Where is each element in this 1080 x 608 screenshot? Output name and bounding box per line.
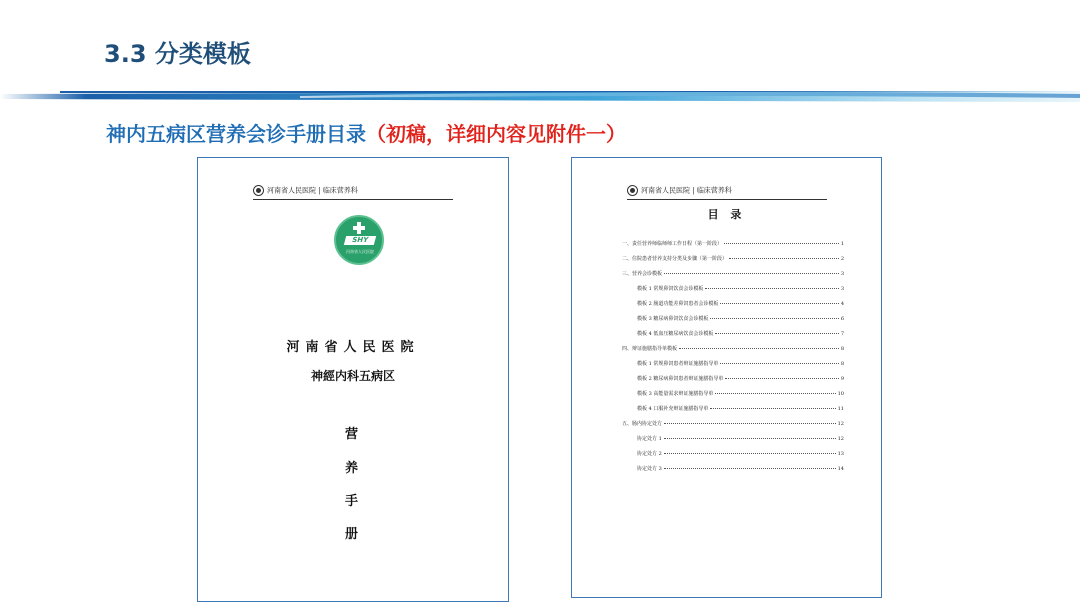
header-org: 河南省人民医院 xyxy=(641,186,690,195)
toc-entry-label: 模板 4 口服补充辩证施膳指导单 xyxy=(637,406,709,412)
toc-entry xyxy=(622,315,844,330)
toc-entry-page: 11 xyxy=(837,406,844,412)
toc-entry xyxy=(622,405,844,420)
toc-entry xyxy=(622,255,844,270)
toc-leader-dots xyxy=(724,243,839,244)
toc-entry-label: 一、责任营养师临师师工作日程（第一阶段） xyxy=(622,241,723,247)
vertical-title-char: 营 xyxy=(345,427,359,442)
toc-entry-label: 模板 3 糖尿病鼻饲饮食会诊模板 xyxy=(637,316,709,322)
toc-leader-dots xyxy=(664,423,836,424)
toc-leader-dots xyxy=(729,258,839,259)
toc-entry xyxy=(622,375,844,390)
toc-entry-label: 协定处方 2 xyxy=(637,451,662,457)
hospital-logo-icon xyxy=(627,185,638,196)
department-name: 神經内科五病区 xyxy=(310,369,395,383)
header-org: 河南省人民医院 xyxy=(267,186,316,195)
toc-entry-label: 模板 2 肠道功能差鼻饲患者会诊模板 xyxy=(637,301,719,307)
toc-entry xyxy=(622,240,844,255)
vertical-title-char: 手 xyxy=(345,494,359,509)
toc-entry xyxy=(622,435,844,450)
toc-entry xyxy=(622,270,844,285)
toc-entry-page: 12 xyxy=(837,436,844,442)
vertical-title-char: 册 xyxy=(345,527,359,542)
toc-entry xyxy=(622,345,844,360)
emblem-text: SHY xyxy=(344,236,376,245)
toc-entry xyxy=(622,450,844,465)
toc-entry xyxy=(622,285,844,300)
toc-entry xyxy=(622,360,844,375)
toc-entry-page: 7 xyxy=(840,331,844,337)
header-decorative-band xyxy=(0,82,1080,104)
hospital-name: 河南省人民医院 xyxy=(286,340,420,355)
toc-leader-dots xyxy=(710,408,835,409)
hospital-logo-icon xyxy=(253,185,264,196)
toc-page-image xyxy=(571,157,882,598)
toc-leader-dots xyxy=(715,333,838,334)
subtitle-main: 神内五病区营养会诊手册目录 xyxy=(106,122,366,146)
toc-entry xyxy=(622,465,844,480)
vertical-title-char: 养 xyxy=(345,461,359,476)
toc-leader-dots xyxy=(725,378,838,379)
toc-entry-label: 模板 4 低血压糖尿病饮食会诊模板 xyxy=(637,331,714,337)
toc-entry-label: 二、住院患者营养支持分类及步骤（第一阶段） xyxy=(622,256,728,262)
hospital-emblem-icon xyxy=(334,215,384,265)
toc-entry-page: 4 xyxy=(840,301,844,307)
toc-entry-page: 12 xyxy=(837,421,844,427)
toc-entry-page: 2 xyxy=(840,256,844,262)
toc-entry-page: 14 xyxy=(837,466,844,472)
toc-entry xyxy=(622,420,844,435)
slide-title: 3.3 分类模板 xyxy=(104,40,251,68)
toc-entry-label: 模板 3 高能量需求辩证施膳指导单 xyxy=(637,391,714,397)
toc-entry-page: 9 xyxy=(840,376,844,382)
toc-entry xyxy=(622,330,844,345)
toc-leader-dots xyxy=(715,393,835,394)
toc-list xyxy=(622,240,844,480)
toc-entry-page: 6 xyxy=(840,316,844,322)
toc-title: 目 录 xyxy=(707,208,746,221)
toc-entry-label: 三、营养会诊模板 xyxy=(622,271,663,277)
toc-entry-page: 8 xyxy=(840,346,844,352)
subtitle-note: （初稿，详细内容见附件一） xyxy=(366,122,626,146)
emblem-ring-text: 河南省人民医院 xyxy=(346,249,374,254)
cover-page-image xyxy=(197,157,509,602)
medical-cross-icon xyxy=(353,222,365,234)
toc-entry-label: 协定处方 1 xyxy=(637,436,662,442)
toc-leader-dots xyxy=(664,468,836,469)
toc-entry-label: 协定处方 3 xyxy=(637,466,662,472)
toc-entry-label: 四、辩证施膳指导单模板 xyxy=(622,346,678,352)
toc-leader-dots xyxy=(720,303,838,304)
toc-entry-label: 模板 1 常规鼻饲患者辩证施膳指导单 xyxy=(637,361,719,367)
toc-entry-label: 模板 2 糖尿病鼻饲患者辩证施膳指导单 xyxy=(637,376,724,382)
toc-leader-dots xyxy=(664,453,836,454)
toc-entry-page: 10 xyxy=(837,391,844,397)
toc-leader-dots xyxy=(679,348,839,349)
toc-entry-page: 13 xyxy=(837,451,844,457)
toc-entry-label: 五、肠内协定处方 xyxy=(622,421,663,427)
toc-leader-dots xyxy=(664,438,836,439)
toc-entry-page: 3 xyxy=(840,286,844,292)
toc-leader-dots xyxy=(710,318,838,319)
toc-leader-dots xyxy=(720,363,838,364)
toc-entry xyxy=(622,300,844,315)
toc-entry-page: 3 xyxy=(840,271,844,277)
cover-page-header: 河南省人民医院 | 临床营养科 xyxy=(253,185,453,200)
header-series: 临床营养科 xyxy=(322,186,358,195)
toc-entry-page: 8 xyxy=(840,361,844,367)
toc-entry xyxy=(622,390,844,405)
header-series: 临床营养科 xyxy=(696,186,732,195)
toc-leader-dots xyxy=(705,288,838,289)
toc-entry-label: 模板 1 常规鼻饲饮食会诊模板 xyxy=(637,286,704,292)
toc-leader-dots xyxy=(664,273,839,274)
toc-page-header: 河南省人民医院 | 临床营养科 xyxy=(627,185,827,200)
toc-entry-page: 1 xyxy=(840,241,844,247)
section-subtitle xyxy=(106,118,626,147)
